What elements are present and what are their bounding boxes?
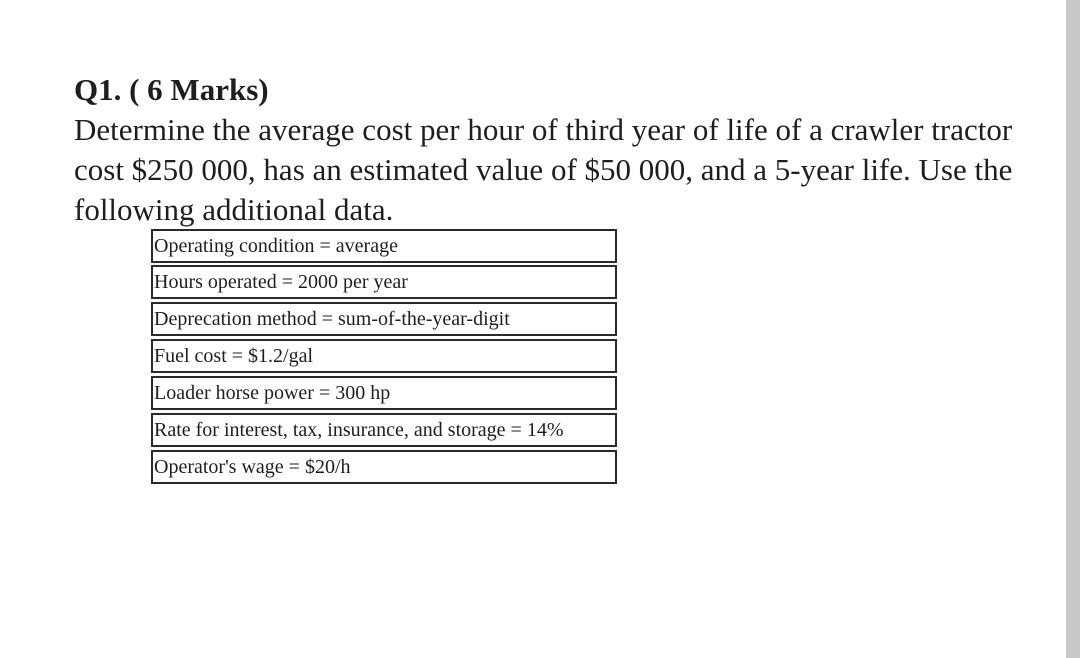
additional-data-table — [151, 229, 617, 487]
scrollbar-track[interactable] — [1066, 0, 1080, 658]
table-row-operator-wage: Operator's wage = $20/h — [151, 450, 617, 484]
table-row-operating-condition: Operating condition = average — [151, 229, 617, 263]
table-row-hours-operated: Hours operated = 2000 per year — [151, 265, 617, 299]
table-row-interest-rate: Rate for interest, tax, insurance, and storage = 14% — [151, 413, 617, 447]
table-row-fuel-cost: Fuel cost = $1.2/gal — [151, 339, 617, 373]
table-row-horse-power: Loader horse power = 300 hp — [151, 376, 617, 410]
question-text: Determine the average cost per hour of third year of life of a crawler tractor cost $250 000, has an estimated value of $50 000, and a 5-year life. Use the following additional data. — [74, 112, 1013, 227]
question-title: Q1. ( 6 Marks) — [74, 72, 269, 107]
question-block — [74, 70, 1054, 230]
table-row-depreciation-method: Deprecation method = sum-of-the-year-digit — [151, 302, 617, 336]
